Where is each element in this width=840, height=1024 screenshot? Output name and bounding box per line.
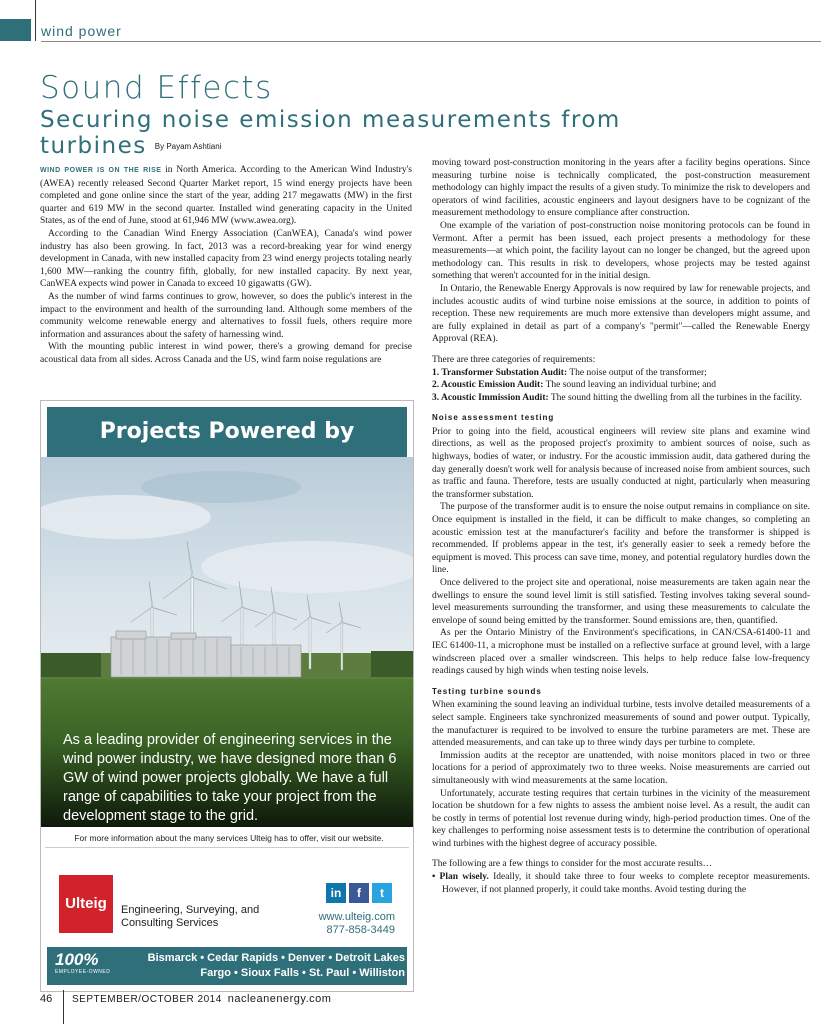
section-label: wind power [41, 23, 122, 39]
ad-services: Engineering, Surveying, and Consulting Services [121, 904, 260, 929]
tips-list [432, 871, 810, 896]
badge-caption: EMPLOYEE-OWNED [55, 969, 111, 975]
paragraph: moving toward post-construction monitoring in the years after a facility begins operations. Since measuring turbine noise is technically complicated, the post-construction measurement methodology can highly impact the results of a given study. To minimize the risk to developers and operators of wind facilities, acoustic engineers and layout designers have to be cognizant of the measurement methodology to ensure compliance after construction. [432, 158, 810, 219]
paragraph: With the mounting public interest in wind power, there's a growing demand for precise acoustical data from all sides. Across Canada and the US, wind farm noise regulations are [40, 342, 412, 365]
paragraph: Prior to going into the field, acoustical engineers will review site plans and examine wind directions, as well as the proposed project's proximity to ambient sources of noise, such as highways, bodies of water, or industry. For the acoustic immission audit, data gathered during the day generally doesn't work well for analysis because of increased noise from ambient sources, such as traffic and fauna. Therefore, tests are usually conducted at night, particularly when measuring the transformer substation. [432, 426, 810, 500]
list-item-label: 2. Acoustic Emission Audit: [432, 380, 544, 391]
cities-line: Fargo • Sioux Falls • St. Paul • Williston [200, 967, 405, 979]
paragraph: In Ontario, the Renewable Energy Approvals is now required by law for renewable projects, and includes acoustic audits of wind turbine noise emissions at the source, in addition to points of reception. These new requirements are much more extensive than developers might assume, and are fully explained in detail as part of a company's "permit"—called the Renewable Energy Approval (REA). [432, 283, 810, 345]
paragraph: As the number of wind farms continues to grow, however, so does the public's interest in the impact to the environment and health of the surrounding land. Although some members of the community welcome renewable energy and alternatives to fossil fuels, others require more information and assurances about the safety of harnessing wind. [40, 291, 412, 340]
paragraph: There are three categories of requirements: [432, 354, 596, 365]
paragraph: When examining the sound leaving an individual turbine, tests involve detailed measurements of a select sample. Engineers take synchronized measurements of sound and power output. Typically, the manufacturer is required to be involved to ensure the turbine parameters are met. These are attended measurements, and can take up to three windy days per turbine to complete. [432, 700, 810, 749]
list-item-label: 1. Transformer Substation Audit: [432, 367, 568, 378]
list-item-label: 3. Acoustic Immission Audit: [432, 392, 549, 403]
ad-headline: Projects Powered by [47, 407, 407, 457]
requirements-list [432, 367, 810, 405]
list-item-text: The sound hitting the dwelling from all the turbines in the facility. [548, 392, 802, 403]
list-item-text: Ideally, it should take three to four weeks to complete receptor measurements. However, if not planned properly, it could take months. Avoid testing during the [442, 872, 810, 895]
social-links [323, 883, 392, 903]
list-item-label: • Plan wisely. [432, 872, 489, 883]
site-link[interactable]: nacleanenergy.com [227, 993, 332, 1005]
issue-line [72, 993, 331, 1005]
section-tab [0, 19, 31, 41]
article-title: Sound Effects [40, 70, 273, 106]
linkedin-icon[interactable]: in [326, 883, 346, 903]
issue-date: SEPTEMBER/OCTOBER 2014 [72, 994, 222, 1005]
page-number: 46 [40, 993, 53, 1005]
paragraph: The purpose of the transformer audit is to ensure the noise output remains in compliance on site. Once equipment is installed in the field, it can be difficult to make changes, so completing an acoustic emission test at the manufacturer's facility and before the transformer is shipped is recommended. If problems appear in the test, it's generally easier to seek a remedy before the equipment is moved. This process can save time, money, and potential regulatory hurdles down the line. [432, 502, 810, 576]
header-divider [35, 0, 36, 41]
footer-divider [63, 990, 64, 1024]
list-item [432, 871, 810, 896]
badge-percent: 100% [55, 950, 99, 969]
ad-footer-bar [47, 947, 407, 985]
list-item [432, 367, 810, 380]
paragraph: The following are a few things to consider for the most accurate results… [432, 859, 713, 870]
paragraph: As per the Ontario Ministry of the Environment's specifications, in CAN/CSA-61400-11 and IEC 61400-11, a microphone must be installed on a reflective surface at ground level, with a large windscreen placed over a smaller windscreen. This helps to help reduce false low-frequency readings caused by high winds when testing noise levels. [432, 628, 810, 677]
paragraph: Unfortunately, accurate testing requires that certain turbines in the vicinity of the measurement location be shutdown for a few nights to assess the ambient noise level. As a result, the audit can be costly in terms of potential lost revenue during windy, high-period production times. One of the key challenges to performing noise assessment tests is to determine the contribution of operational wind turbines with the highest degree of accuracy possible. [432, 788, 810, 849]
subheading: Testing turbine sounds [432, 686, 542, 696]
office-locations [127, 951, 405, 981]
ad-body-copy: As a leading provider of engineering services in the wind power industry, we have designed more than 6 GW of wind power projects globally. We have a full range of capabilities to take your project from the development stage to the grid. [63, 732, 397, 824]
ad-info-text: For more information about the many services Ulteig has to offer, visit our website. [74, 833, 384, 843]
twitter-icon[interactable]: t [372, 883, 392, 903]
facebook-icon[interactable]: f [349, 883, 369, 903]
cities-line: Bismarck • Cedar Rapids • Denver • Detroit Lakes [147, 952, 405, 964]
left-column [40, 164, 412, 367]
byline: By Payam Ashtiani [154, 141, 222, 151]
subheading: Noise assessment testing [432, 413, 555, 423]
website-link[interactable]: www.ulteig.com [318, 911, 395, 923]
ad-contact [291, 911, 395, 937]
article-subtitle: Securing noise emission measurements from turbines [40, 107, 621, 159]
paragraph: One example of the variation of post-construction noise monitoring protocols can be found in Vermont. After a permit has been issued, each project presents a methodology for these measurements—at which point, the facility layout can no longer be changed, but the agreed upon methodology can. This results in risk to developers, whose projects may be tested against something that weren't accounted for in the initial design. [432, 220, 810, 282]
list-item-text: The noise output of the transformer; [567, 367, 707, 378]
paragraph-text: in North America. According to the American Wind Industry's (AWEA) recently released Second Quarter Market report, 15 wind energy projects have been completed and gone online since the start of the year, adding 217 megawatts (MW) in the first quarter and 619 MW in the second quarter. Installed wind generating capacity in the United States, as of the end of June, stood at 61,946 MW (www.awea.org). [40, 165, 412, 227]
article-subtitle-block [40, 107, 680, 160]
header-rule [41, 41, 821, 42]
paragraph: Immission audits at the receptor are unattended, with noise monitors placed in two or three locations for a period of approximately two to three weeks. Noise measurements are carried out simultaneously with wind measurements at the same location. [432, 750, 810, 786]
ad-divider [45, 847, 409, 848]
phone-number: 877-858-3449 [326, 924, 395, 936]
ulteig-logo[interactable]: Ulteig [59, 875, 113, 933]
advertisement[interactable] [40, 400, 414, 992]
employee-owned-badge [55, 951, 113, 975]
list-item-text: The sound leaving an individual turbine; and [543, 380, 717, 391]
paragraph: Once delivered to the project site and operational, noise measurements are taken again near the dwellings to ensure the sound level limit is still satisfied. Testing involves taking several sound-level measurements surrounding the transformer, and using these measurements to calculate the envelope of sound being emitted by the transformer. Sound emissions are, then, quantified. [432, 578, 810, 626]
paragraph [40, 164, 412, 228]
lead-in: WIND POWER IS ON THE RISE [40, 167, 162, 174]
list-item [432, 379, 810, 392]
list-item [432, 392, 810, 405]
paragraph: According to the Canadian Wind Energy Association (CanWEA), Canada's wind power industry has also been growing. In fact, 2013 was a record-breaking year for wind energy development in Canada, with new installed capacity from 23 wind energy projects totaling nearly 1,600 MW—ranking the country fifth, globally, for new installed capacity. By next year, CanWEA expects wind power in Canada to exceed 10 gigawatts (GW). [40, 228, 412, 290]
right-column [432, 157, 810, 896]
